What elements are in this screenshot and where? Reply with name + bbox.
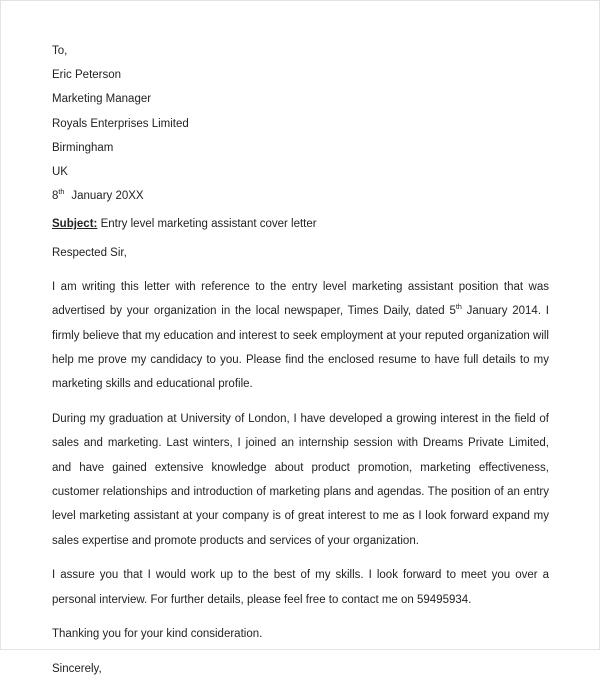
recipient-address-block — [52, 1, 549, 184]
letter-body — [52, 1, 549, 681]
recipient-company: Royals Enterprises Limited — [52, 117, 189, 130]
recipient-country: UK — [52, 166, 68, 179]
closing-line: Sincerely, — [52, 662, 102, 675]
greeting-line: Respected Sir, — [52, 246, 127, 259]
recipient-city: Birmingham — [52, 141, 114, 154]
paragraph-1-text-part-1: I am writing this letter with reference to the entry level marketing assistant position that was advertised by your organization in the local newspaper, Times Daily, dated — [52, 280, 549, 318]
body-paragraph-2: During my graduation at University of London, I have developed a growing interest in the field of sales and marketing. Last winters, I joined an internship session with Dreams Private Limited, and have gained extensive knowledge about product promotion, marketing effectiveness, customer relationships and introduction of marketing plans and agendas. The position of an entry level marketing assistant at your company is of great interest to me as I look forward expand my sales expertise and promote products and services of your organization. — [52, 412, 549, 547]
subject-text: Entry level marketing assistant cover letter — [100, 218, 317, 231]
recipient-name: Eric Peterson — [52, 69, 122, 82]
date-day: 8 — [52, 190, 59, 203]
subject-line — [52, 212, 549, 236]
body-paragraph-1 — [52, 265, 549, 397]
date-day-suffix: th — [58, 188, 65, 197]
paragraph-1-date-day: 5 — [449, 305, 456, 318]
recipient-job-title: Marketing Manager — [52, 93, 152, 106]
date-rest: January 20XX — [71, 190, 144, 203]
subject-label: Subject: — [52, 218, 98, 231]
paragraph-1-date-suffix: th — [455, 303, 462, 312]
letter-date — [52, 184, 549, 208]
address-to-label: To, — [52, 45, 68, 57]
paragraph-1-text-part-2: January 2014. I firmly believe that my education and interest to seek employment at your reputed organization will help me prove my candidacy to you. Please find the enclosed resume to have full details to my marketing skills and educational profile. — [52, 305, 549, 391]
body-paragraph-3: I assure you that I would work up to the best of my skills. I look forward to meet you over a personal interview. For further details, please feel free to contact me on 59495934. — [52, 569, 549, 606]
body-paragraph-4: Thanking you for your kind consideration. — [52, 628, 263, 641]
